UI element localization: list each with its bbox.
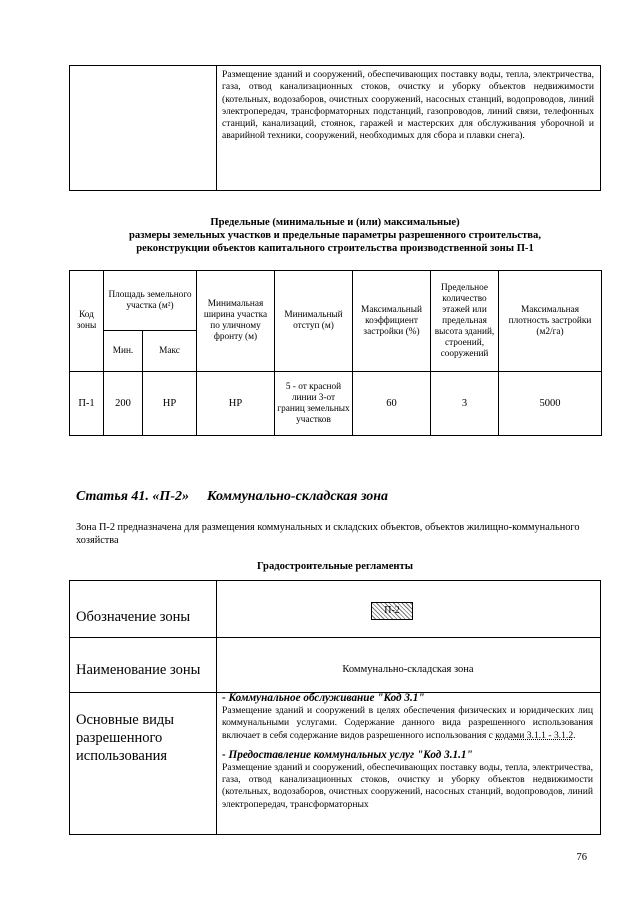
continued-table-text: Размещение зданий и сооружений, обеспечивающих поставку воды, тепла, электричества, газа, отвод канализационных стоков, очистку и уборку объектов недвижимости (котельных, водозаборов, очистных сооружений, насосных станций, водопроводов, линий электропередач, трансформаторных подстанций, газопроводов, линий связи, телефонных станций, канализаций, стоянок, гаражей и мастерских для обслуживания уборочной и аварийной техники, сооружений, необходимых для сбора и плавки снега). [222,69,594,142]
cell-min-width: НР [197,372,275,436]
use2-text: Размещение зданий и сооружений, обеспечивающих поставку воды, тепла, электричества, газа, отвод канализационных стоков, очистку и уборку объектов недвижимости (котельных, водозаборов, очистных сооружений, насосных станций, водопроводов, линий электропередач, трансформаторных [222,761,593,810]
cell-setback: 5 - от красной линии 3-от границ земельных участков [275,372,353,436]
cell-max: НР [143,372,197,436]
cell-density: 5000 [499,372,602,436]
limits-heading-line2: размеры земельных участков и предельные параметры разрешенного строительства, [129,230,541,241]
use1-text-a: Размещение зданий и сооружений в целях обеспечения физических и юридических лиц коммунальными услугами. Содержание данного вида разрешенного использования включает в себя содержание видов разрешенного использования с [222,705,593,741]
label-zone-name: Наименование зоны [76,662,201,678]
article-heading [76,489,388,505]
limits-heading-line1: Предельные (минимальные и (или) максимальные) [210,217,460,228]
label-zone-designation: Обозначение зоны [76,609,191,625]
table-row [70,372,602,436]
use1-title: - Коммунальное обслуживание "Код 3.1" [222,692,425,704]
regulations-row-divider [70,637,600,638]
use1-text [222,705,593,742]
header-plot-area: Площадь земельного участка (м²) [104,271,197,331]
cell-coverage: 60 [353,372,431,436]
header-max-floors: Предельное количество этажей или предельная высота зданий, строений, сооружений [431,271,499,372]
continued-table [69,65,601,191]
header-max-coverage: Максимальный коэффициент застройки (%) [353,271,431,372]
table-column-divider [216,66,217,190]
zone-name: Коммунально-складская зона [342,664,474,675]
use2-title: - Предоставление коммунальных услуг "Код 3.1.1" [222,748,473,761]
main-uses-list [222,692,593,811]
cell-zone-code: П-1 [70,372,104,436]
regulations-title: Градостроительные регламенты [256,561,414,572]
cell-min: 200 [104,372,143,436]
regulations-table [69,580,601,835]
header-zone-code: Код зоны [70,271,104,372]
zone-badge: П-2 [371,602,413,620]
label-main-uses: Основные виды разрешенного использования [76,712,175,764]
header-max-density: Максимальная плотность застройки (м2/га) [499,271,602,372]
use1-text-b: . [573,729,576,741]
limits-heading-line3: реконструкции объектов капитального строительства производственной зоны П-1 [136,243,534,254]
article-number: Статья 41. «П-2» [76,489,189,504]
cell-floors: 3 [431,372,499,436]
regulations-column-divider [216,581,217,834]
parameters-table [69,270,602,436]
header-min-width: Минимальная ширина участка по уличному фронту (м) [197,271,275,372]
header-min: Мин. [104,331,143,372]
use1-codes-link[interactable]: кодами 3.1.1 - 3.1.2 [495,729,574,741]
header-min-setback: Минимальный отступ (м) [275,271,353,372]
intro-text: Зона П-2 предназначена для размещения коммунальных и складских объектов, объектов жилищно-коммунального хозяйства [76,522,580,546]
page-number: 76 [576,852,587,863]
article-title: Коммунально-складская зона [206,489,389,504]
header-max: Макс [143,331,197,372]
